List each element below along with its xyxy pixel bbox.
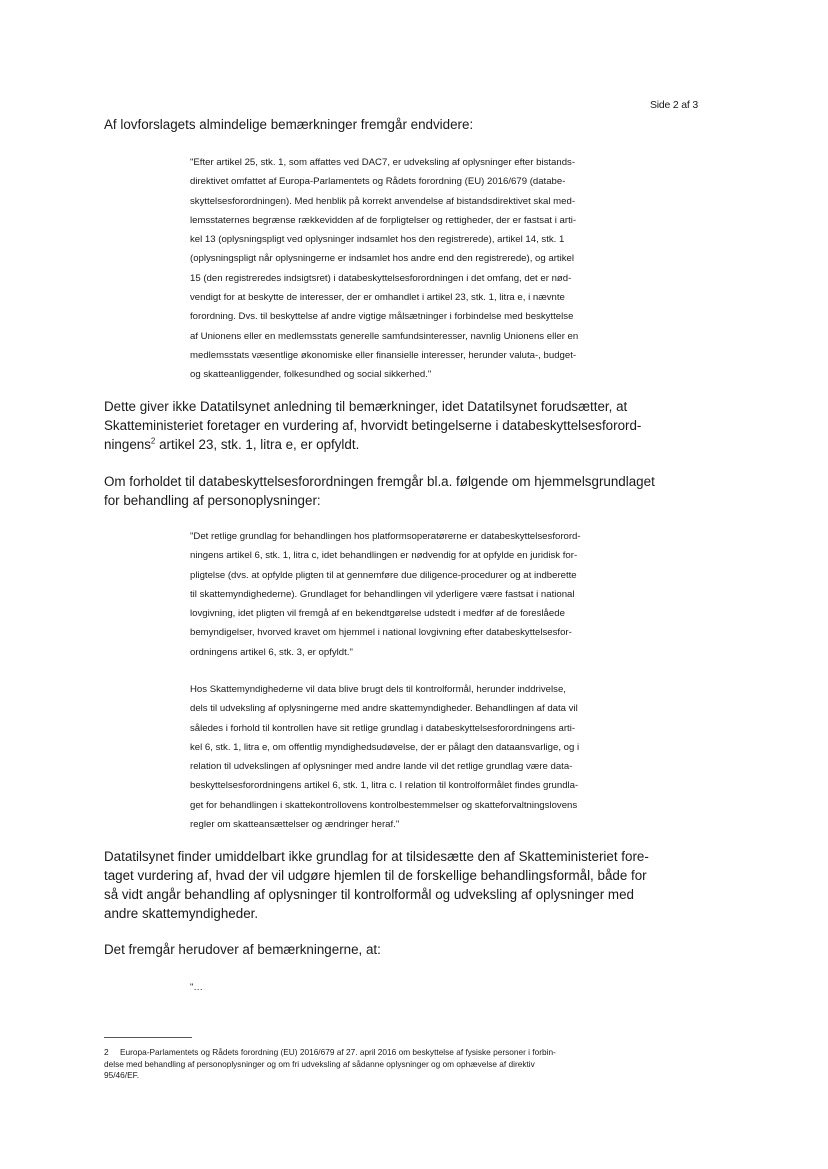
quote-line: get for behandlingen i skattekontrollovens kontrolbestemmelser og skatteforvaltningslovens [190,799,578,811]
footnote [104,1047,634,1082]
quote-line: kel 6, stk. 1, litra e, om offentlig myndighedsudøvelse, der er pålagt den dataansvarlige, og i [190,741,580,753]
quote-line: ningens artikel 6, stk. 1, litra c, idet behandlingen er nødvendig for at opfylde en juridisk for- [190,550,578,562]
quote-line: således i forhold til kontrollen have sit retlige grundlag i databeskyttelsesforordningens arti- [190,722,576,734]
paragraph-line: andre skattemyndigheder. [104,906,259,921]
quote-line: direktivet omfattet af Europa-Parlamentets og Rådets forordning (EU) 2016/679 (databe- [190,176,566,188]
paragraph-5: Det fremgår herudover af bemærkningerne, at: [104,942,381,957]
paragraph-3 [104,472,655,510]
paragraph-4 [104,847,649,923]
quote-line: lovgivning, idet pligten vil fremgå af en bekendtgørelse udstedt i medfør af de foreslåede [190,608,565,620]
quote-line: (oplysningspligt når oplysningerne er indsamlet hos andre end den registrerede), og artikel [190,253,574,265]
footnote-line: 95/46/EF. [104,1070,140,1081]
quote-line: ordningens artikel 6, stk. 3, er opfyldt." [190,646,353,658]
quote-block-1 [190,153,640,385]
quote-line: Hos Skattemyndighederne vil data blive brugt dels til kontrolformål, herunder inddrivelse, [190,684,566,695]
quote-line: kel 13 (oplysningspligt ved oplysninger indsamlet hos den registrerede), artikel 14, stk. 1 [190,234,565,246]
quote-line: dels til udveksling af oplysningerne med andre skattemyndigheder. Behandlingen af data vil [190,703,578,715]
quote-line: lemsstaternes begrænse rækkevidden af de forpligtelser og rettigheder, der er fastsat i arti- [190,214,577,226]
paragraph-line: Dette giver ikke Datatilsynet anledning til bemærkninger, idet Datatilsynet forudsætter, at [104,399,628,414]
footnote-line: delse med behandling af personoplysninger og om fri udveksling af sådanne oplysninger og om ophævelse af direktiv [104,1058,535,1069]
quote-line: medlemsstats væsentlige økonomiske eller finansielle interesser, herunder valuta-, budget- [190,349,577,361]
quote-line: "Det retlige grundlag for behandlingen hos platformsoperatørerne er databeskyttelsesforord- [190,531,581,542]
quote-line: "Efter artikel 25, stk. 1, som affattes ved DAC7, er udveksling af oplysninger efter bistands- [190,157,576,168]
paragraph-text: ningens [104,437,151,452]
paragraph-2 [104,397,644,454]
paragraph-line: Datatilsynet finder umiddelbart ikke grundlag for at tilsidesætte den af Skatteministeriet fore- [104,849,649,864]
page-number: Side 2 af 3 [649,99,698,111]
quote-line: pligtelse (dvs. at opfylde pligten til at gennemføre due diligence-procedurer og at indberette [190,569,577,581]
footnote-line [104,1047,634,1059]
paragraph-line: taget vurdering af, hvad der vil udgøre hjemlen til de forskellige behandlingsformål, både for [104,868,647,883]
quote-line: skyttelsesforordningen). Med henblik på korrekt anvendelse af bistandsdirektivet skal med- [190,195,576,207]
footnote-text: Europa-Parlamentets og Rådets forordning (EU) 2016/679 af 27. april 2016 om beskyttelse af fysiske personer i forbin- [120,1047,556,1057]
quote-line: beskyttelsesforordningens artikel 6, stk. 1, litra c. I relation til kontrolformålet findes grundla- [190,780,579,792]
paragraph-text: artikel 23, stk. 1, litra e, er opfyldt. [155,437,360,452]
footnote-divider [104,1037,192,1038]
quote-line: til skattemyndighederne). Grundlaget for behandlingen vil yderligere være fastsat i national [190,588,575,600]
footnote-reference: 2 [150,436,156,446]
paragraph-line: så vidt angår behandling af oplysninger til kontrolformål og udveksling af oplysninger med [104,887,634,902]
quote-line: forordning. Dvs. til beskyttelse af andre vigtige målsætninger i forbindelse med beskyttelse [190,311,574,323]
paragraph-line: for behandling af personoplysninger: [104,493,321,508]
quote-line: vendigt for at beskytte de interesser, der er omhandlet i artikel 23, stk. 1, litra e, i nævnte [190,292,565,304]
intro-paragraph: Af lovforslagets almindelige bemærkninger fremgår endvidere: [104,117,474,132]
quote-block-4: "… [190,982,203,993]
quote-block-2 [190,527,640,662]
paragraph-line [104,435,644,454]
paragraph-line: Om forholdet til databeskyttelsesforordningen fremgår bl.a. følgende om hjemmelsgrundlaget [104,474,655,489]
paragraph-line: Skatteministeriet foretager en vurdering af, hvorvidt betingelserne i databeskyttelsesforord- [104,418,642,433]
quote-line: 15 (den registreredes indsigtsret) i databeskyttelsesforordningen i det omfang, det er nød- [190,272,572,284]
quote-line: bemyndigelser, hvorved kravet om hjemmel i national lovgivning efter databeskyttelsesfor- [190,627,572,639]
quote-block-3 [190,680,640,834]
footnote-number: 2 [104,1047,109,1057]
quote-line: regler om skatteansættelser og ændringer heraf." [190,819,400,831]
quote-line: og skatteanliggender, folkesundhed og social sikkerhed." [190,369,432,381]
quote-line: relation til udvekslingen af oplysninger med andre lande vil det retlige grundlag være data- [190,761,573,773]
quote-line: af Unionens eller en medlemsstats generelle samfundsinteresser, navnlig Unionens eller en [190,330,579,342]
